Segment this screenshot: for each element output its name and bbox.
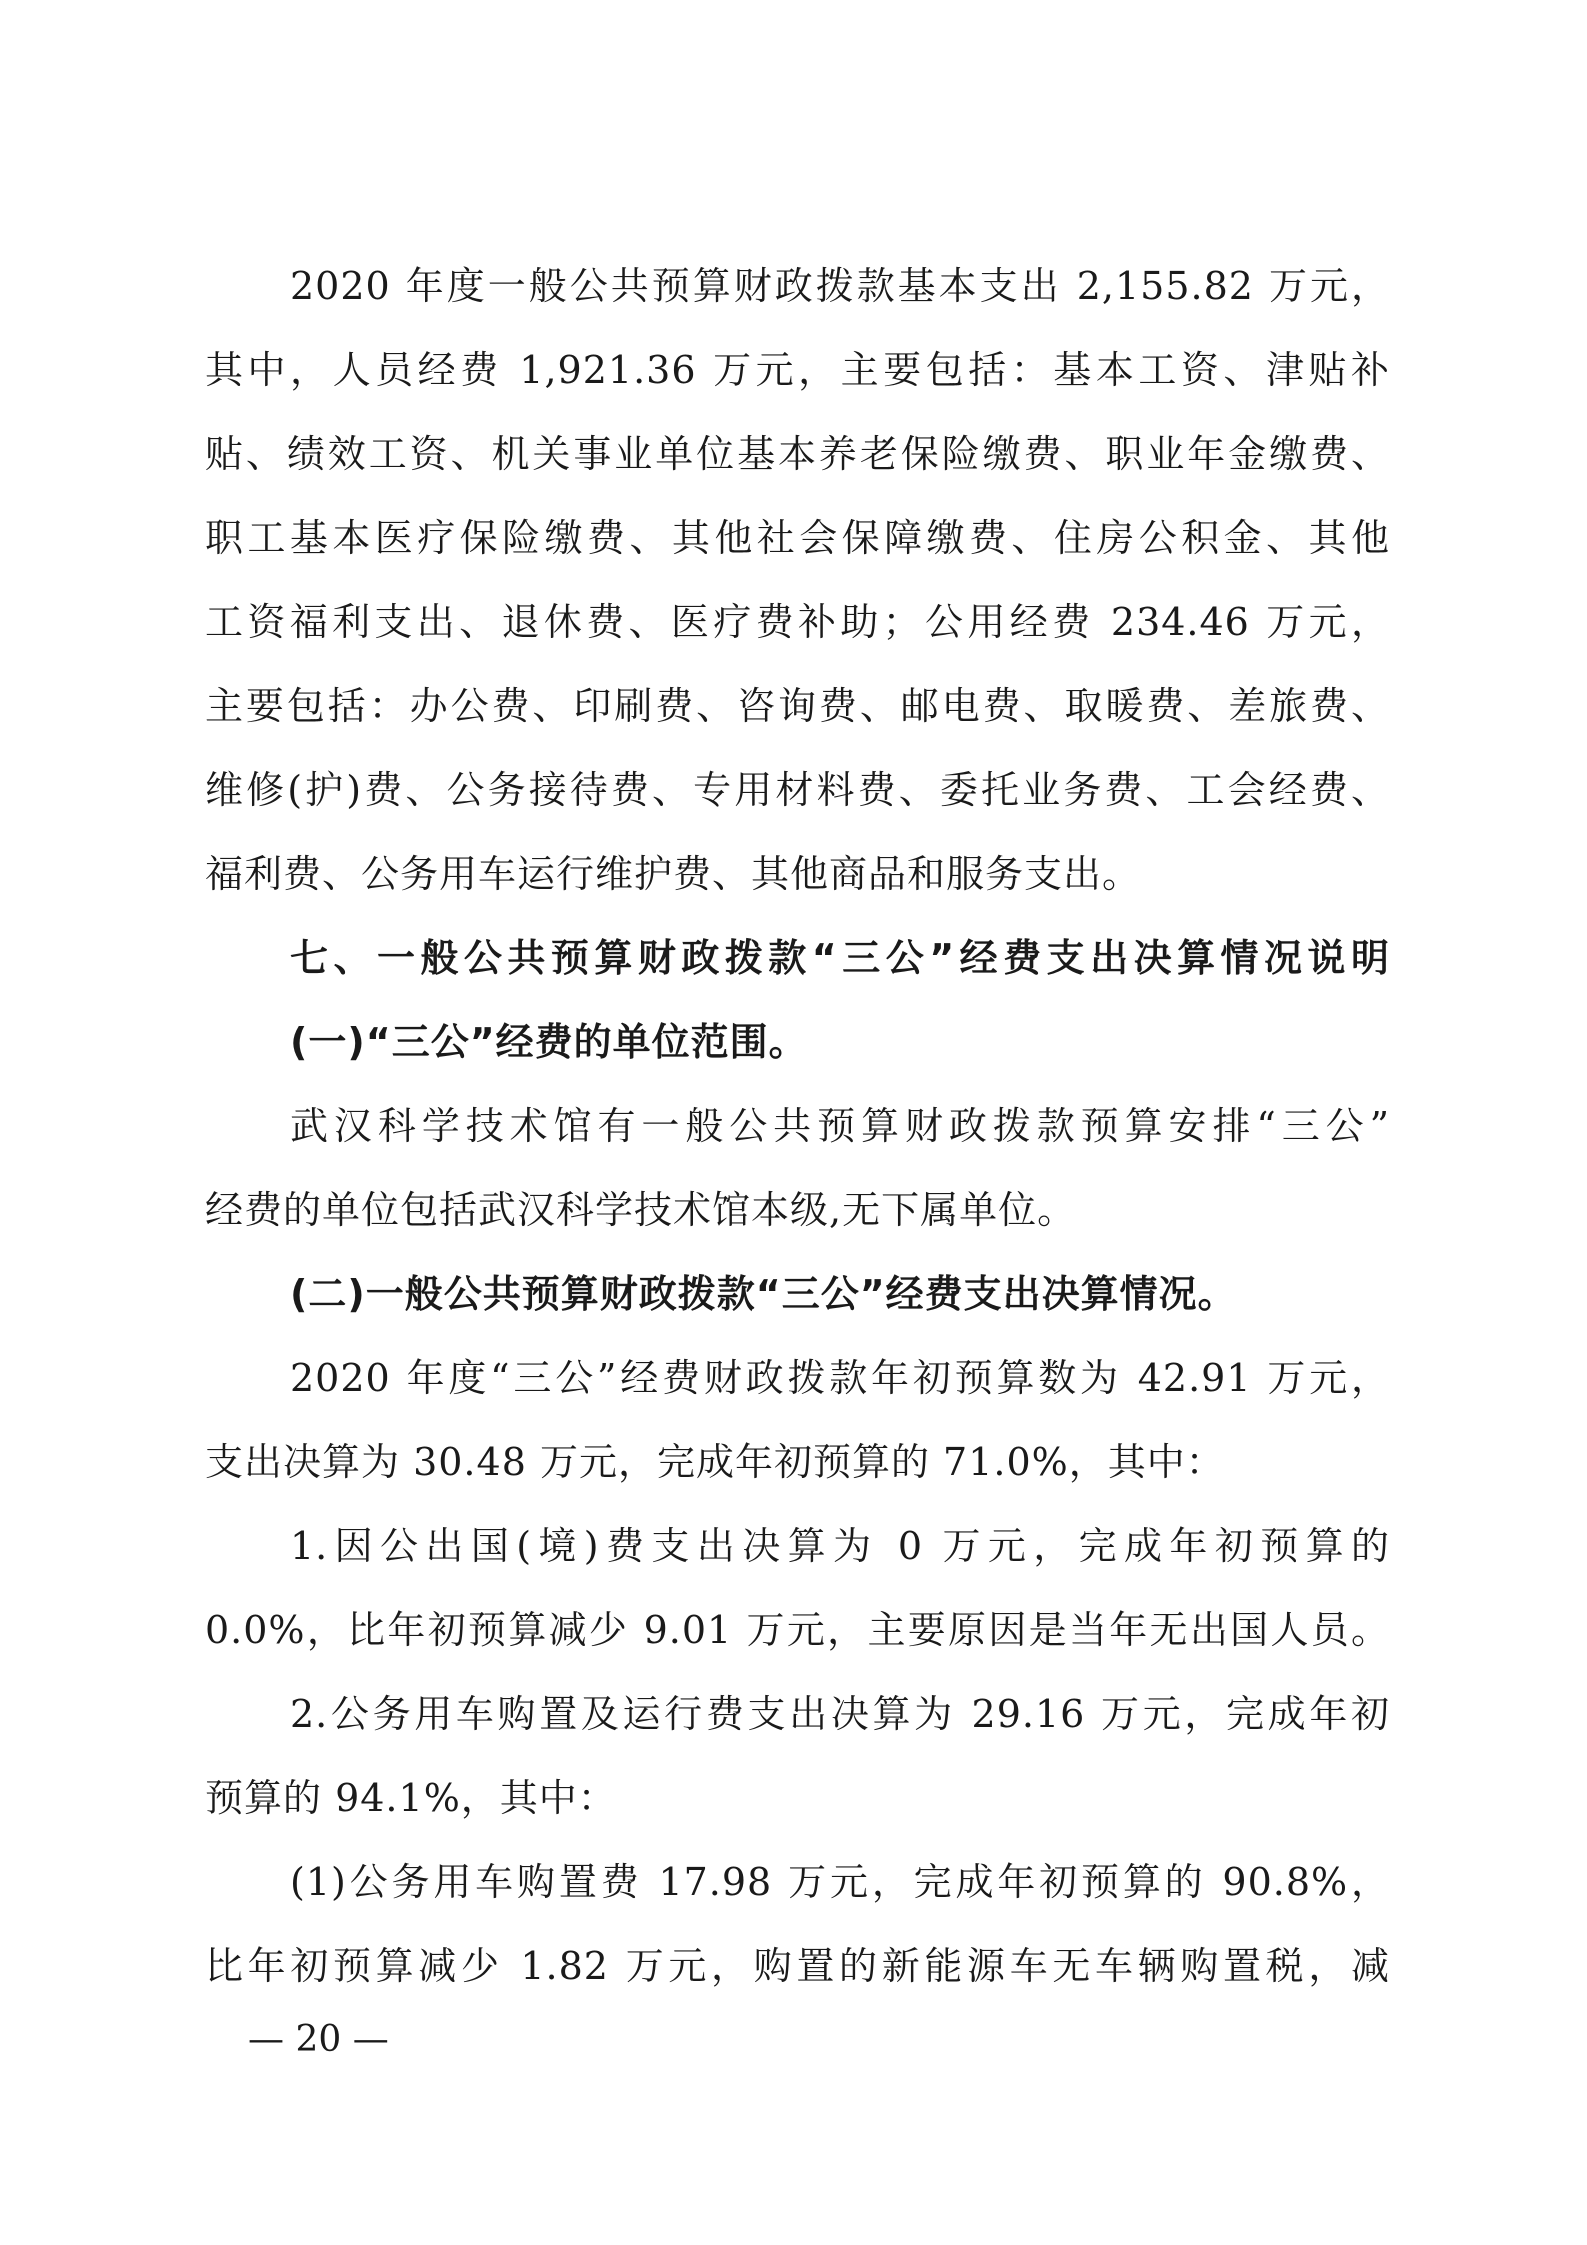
section-heading: 七、一般公共预算财政拨款“三公”经费支出决算情况说明 — [290, 936, 1390, 980]
paragraph-line-3: 贴、绩效工资、机关事业单位基本养老保险缴费、职业年金缴费、 — [205, 432, 1390, 476]
paragraph-line-16: 预算的 94.1%，其中： — [205, 1776, 617, 1820]
paragraph-line-4: 职工基本医疗保险缴费、其他社会保障缴费、住房公积金、其他 — [205, 516, 1390, 560]
paragraph-line-18: 比年初预算减少 1.82 万元，购置的新能源车无车辆购置税，减 — [205, 1944, 1390, 1988]
subheading-2: (二)一般公共预算财政拨款“三公”经费支出决算情况。 — [290, 1272, 1237, 1316]
paragraph-line-8: 福利费、公务用车运行维护费、其他商品和服务支出。 — [205, 852, 1142, 896]
paragraph-line-12: 支出决算为 30.48 万元，完成年初预算的 71.0%，其中： — [205, 1440, 1225, 1484]
paragraph-line-17: (1)公务用车购置费 17.98 万元，完成年初预算的 90.8%， — [290, 1860, 1390, 1904]
paragraph-line-15: 2.公务用车购置及运行费支出决算为 29.16 万元，完成年初 — [290, 1692, 1390, 1736]
paragraph-line-10: 经费的单位包括武汉科学技术馆本级,无下属单位。 — [205, 1188, 1077, 1232]
page-number: — 20 — — [248, 2019, 389, 2060]
paragraph-line-13: 1.因公出国(境)费支出决算为 0 万元，完成年初预算的 — [290, 1524, 1390, 1568]
paragraph-line-14: 0.0%，比年初预算减少 9.01 万元，主要原因是当年无出国人员。 — [205, 1608, 1390, 1652]
paragraph-line-11: 2020 年度“三公”经费财政拨款年初预算数为 42.91 万元， — [290, 1356, 1390, 1400]
paragraph-line-5: 工资福利支出、退休费、医疗费补助；公用经费 234.46 万元， — [205, 600, 1390, 644]
paragraph-line-7: 维修(护)费、公务接待费、专用材料费、委托业务费、工会经费、 — [205, 768, 1390, 812]
paragraph-line-6: 主要包括：办公费、印刷费、咨询费、邮电费、取暖费、差旅费、 — [205, 684, 1390, 728]
paragraph-line-1: 2020 年度一般公共预算财政拨款基本支出 2,155.82 万元， — [290, 264, 1390, 308]
subheading-1: (一)“三公”经费的单位范围。 — [290, 1020, 808, 1064]
paragraph-line-9: 武汉科学技术馆有一般公共预算财政拨款预算安排“三公” — [290, 1104, 1390, 1148]
paragraph-line-2: 其中，人员经费 1,921.36 万元，主要包括：基本工资、津贴补 — [205, 348, 1390, 392]
